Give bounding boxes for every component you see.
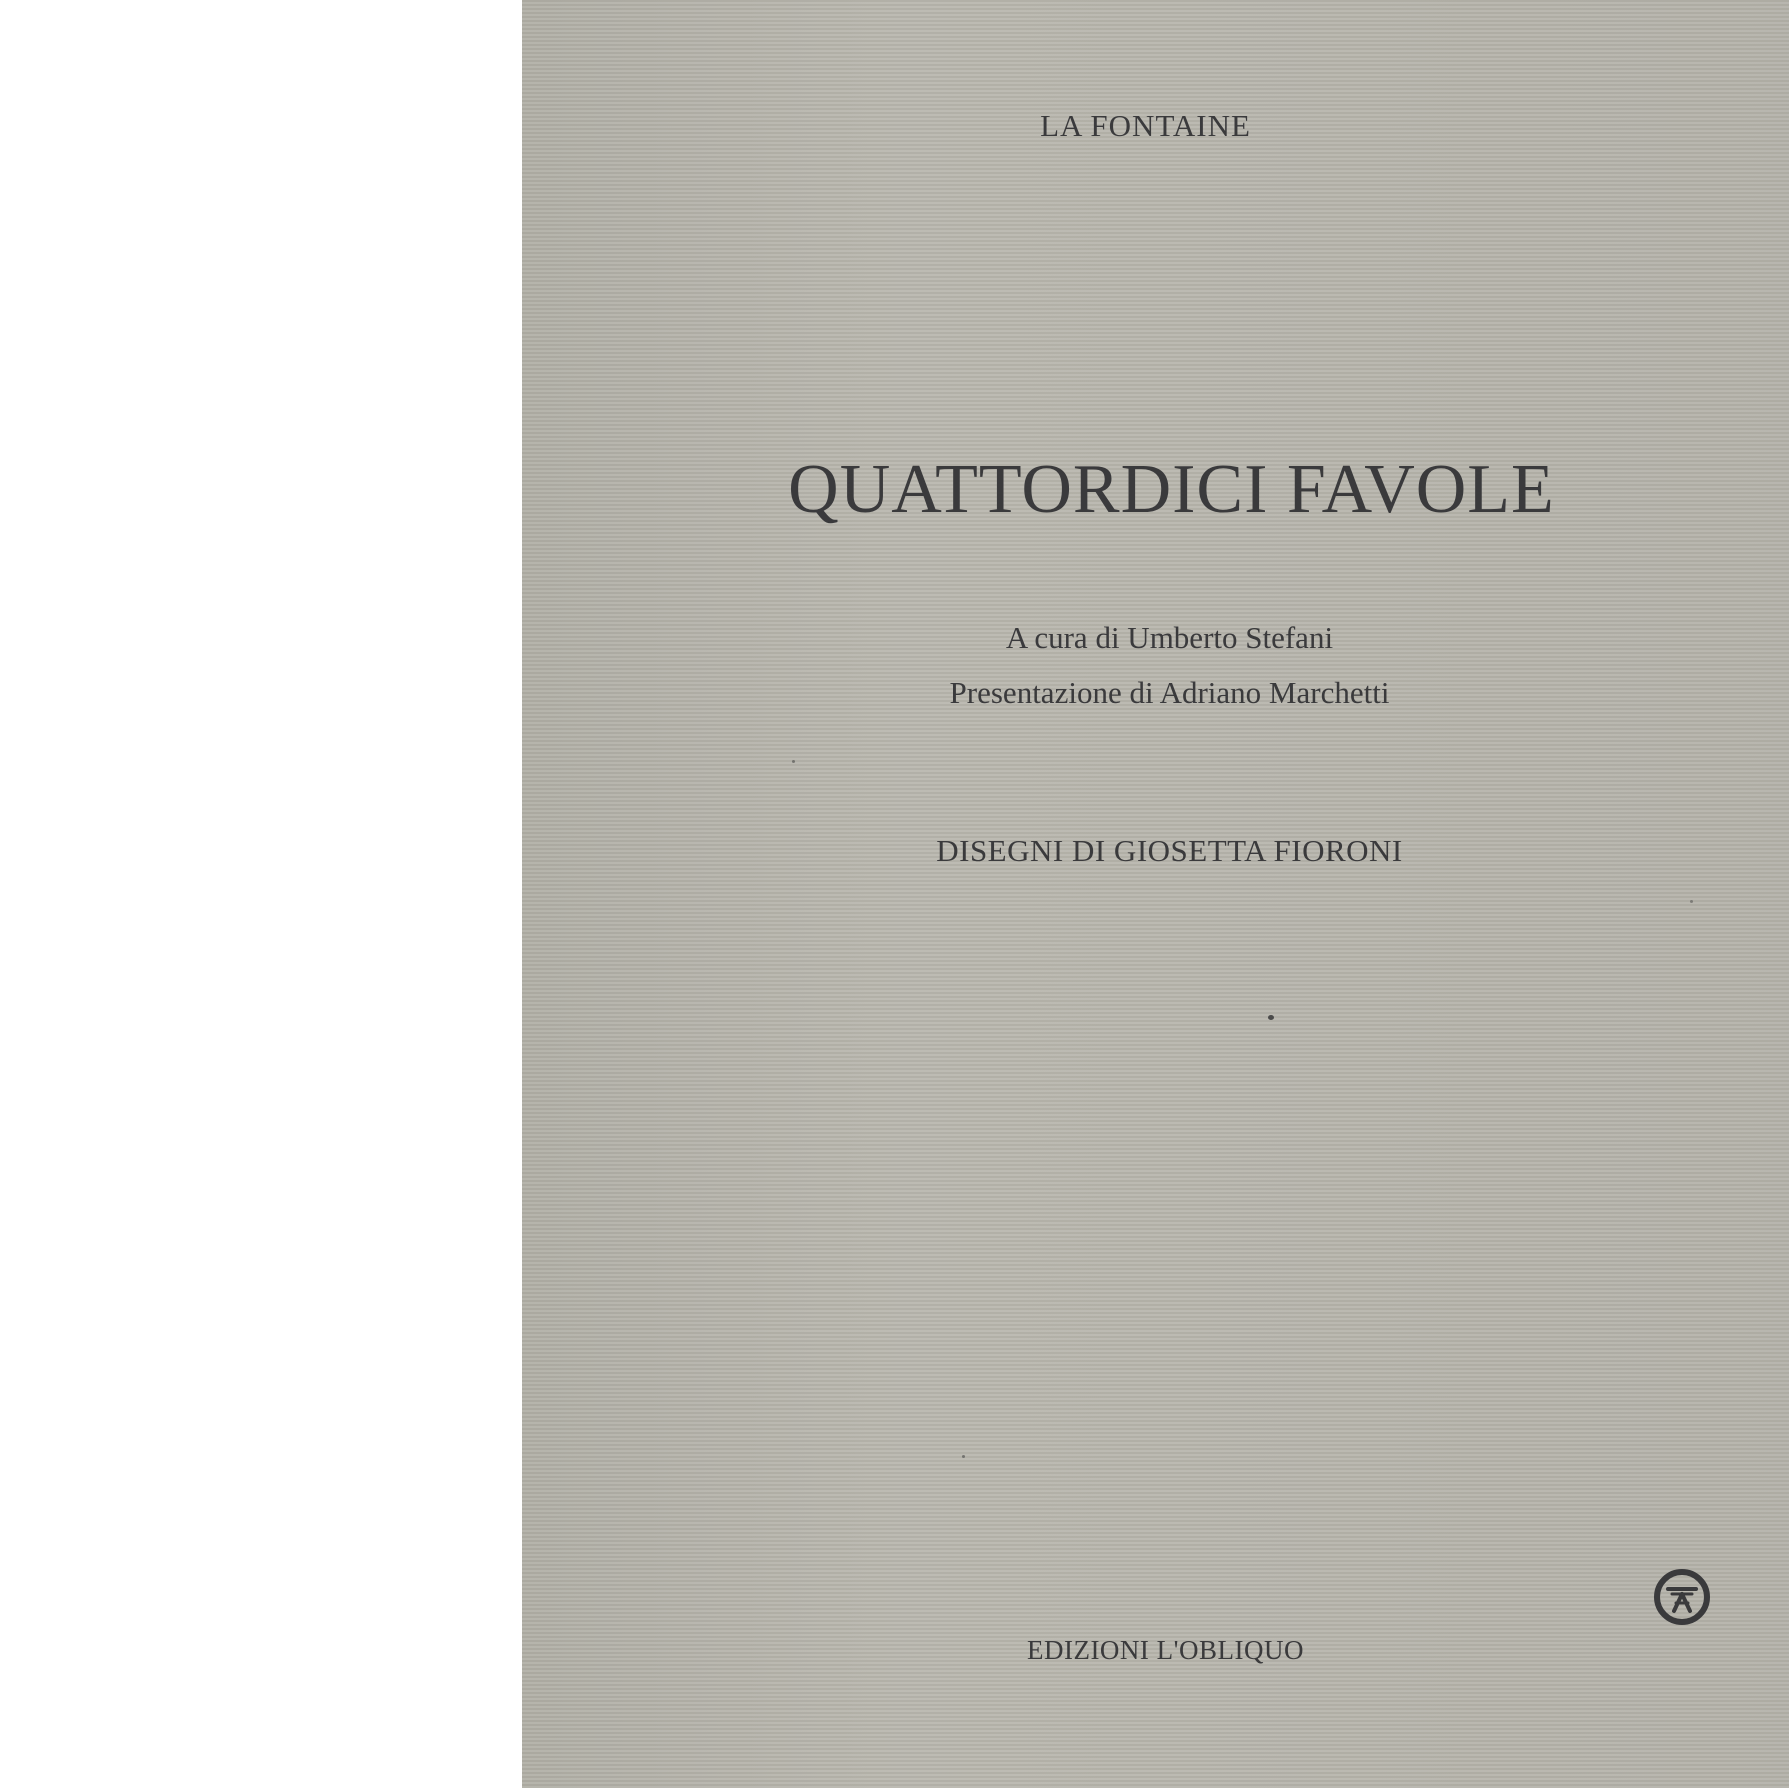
- book-title: QUATTORDICI FAVOLE: [788, 451, 1555, 528]
- editor-credit: A cura di Umberto Stefani: [1005, 620, 1334, 655]
- publisher-name: EDIZIONI L'OBLIQUO: [1026, 1635, 1305, 1665]
- paper-speck: [1690, 900, 1693, 903]
- illustrator-credit: DISEGNI DI GIOSETTA FIORONI: [936, 833, 1403, 868]
- author-name: LA FONTAINE: [1040, 108, 1251, 143]
- presentation-credit: Presentazione di Adriano Marchetti: [949, 675, 1390, 710]
- book-cover: [522, 0, 1789, 1788]
- paper-speck: [962, 1455, 965, 1458]
- publisher-emblem-icon: [1652, 1567, 1712, 1627]
- paper-speck: [1268, 1015, 1274, 1020]
- paper-speck: [792, 760, 795, 763]
